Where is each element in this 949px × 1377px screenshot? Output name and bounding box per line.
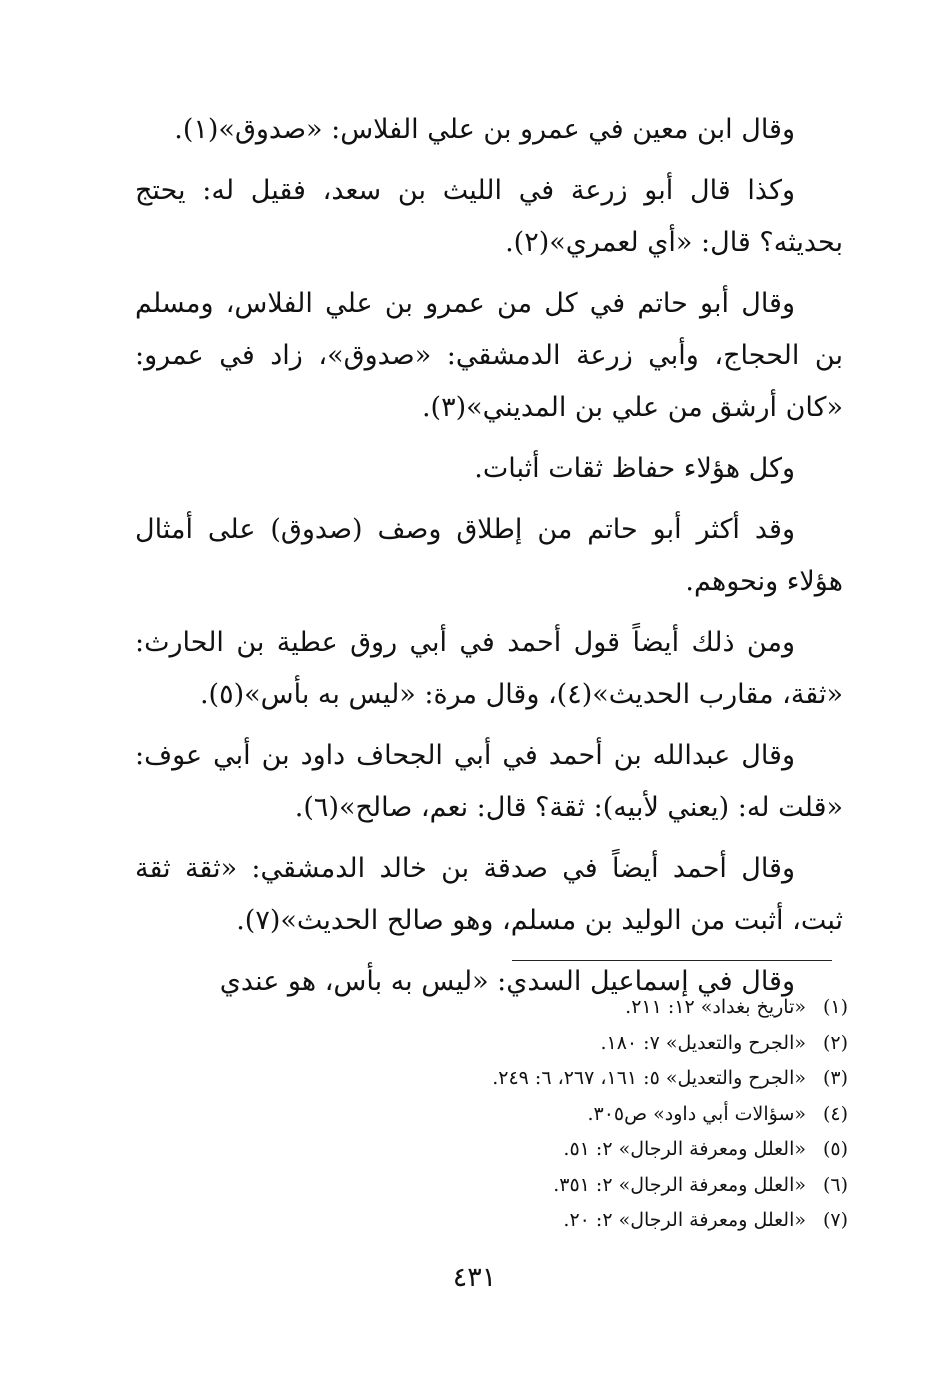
paragraph: وقال ابن معين في عمرو بن علي الفلاس: «صدوق»(١). [174,114,795,145]
footnote-item [300,1203,848,1239]
footnote-text: «سؤالات أبي داود» ص٣٠٥. [587,1102,806,1125]
footnote-item [300,1168,848,1204]
footnote-item [300,1097,848,1133]
paragraph: وكل هؤلاء حفاظ ثقات أثبات. [474,453,795,484]
footnote-number: (١) [822,996,848,1018]
footnote-item [300,1132,848,1168]
footnote-text: «العلل ومعرفة الرجال» ٢: ٢٠. [563,1209,806,1231]
footnote-number: (٧) [822,1209,848,1231]
paragraph: وقد أكثر أبو حاتم من إطلاق وصف (صدوق) على أمثال هؤلاء ونحوهم. [135,514,843,597]
footnote-text: «العلل ومعرفة الرجال» ٢: ٥١. [563,1138,806,1160]
footnote-item [300,990,848,1026]
paragraph: وقال في إسماعيل السدي: «ليس به بأس، هو عندي [219,966,795,997]
footnotes [300,990,848,1239]
footnote-number: (٤) [822,1102,848,1125]
footnote-number: (٢) [822,1031,848,1054]
page-number: ٤٣١ [452,1262,497,1293]
footnote-text: «العلل ومعرفة الرجال» ٢: ٣٥١. [553,1173,806,1196]
footnote-separator [512,960,832,961]
footnote-text: «تاريخ بغداد» ١٢: ٢١١. [625,996,806,1018]
main-text [135,104,843,1017]
footnote-text: «الجرح والتعديل» ٥: ١٦١، ٢٦٧، ٦: ٢٤٩. [492,1067,806,1089]
paragraph: وقال أحمد أيضاً في صدقة بن خالد الدمشقي: «ثقة ثقة ثبت، أثبت من الوليد بن مسلم، وهو صالح الحديث»(٧). [135,853,843,936]
footnote-item [300,1061,848,1097]
footnote-text: «الجرح والتعديل» ٧: ١٨٠. [600,1031,806,1054]
paragraph: وقال عبدالله بن أحمد في أبي الجحاف داود بن أبي عوف: «قلت له: (يعني لأبيه): ثقة؟ قال: نعم، صالح»(٦). [135,740,843,823]
footnote-item [300,1026,848,1062]
paragraph: ومن ذلك أيضاً قول أحمد في أبي روق عطية بن الحارث: «ثقة، مقارب الحديث»(٤)، وقال مرة: «ليس به بأس»(٥). [135,627,843,710]
footnote-number: (٥) [822,1138,848,1160]
footnote-number: (٣) [822,1067,848,1089]
paragraph: وكذا قال أبو زرعة في الليث بن سعد، فقيل له: يحتج بحديثه؟ قال: «أي لعمري»(٢). [135,175,843,258]
paragraph: وقال أبو حاتم في كل من عمرو بن علي الفلاس، ومسلم بن الحجاج، وأبي زرعة الدمشقي: «صدوق»، زاد في عمرو: «كان أرشق من علي بن المديني»(٣). [135,288,843,423]
footnote-number: (٦) [822,1173,848,1196]
